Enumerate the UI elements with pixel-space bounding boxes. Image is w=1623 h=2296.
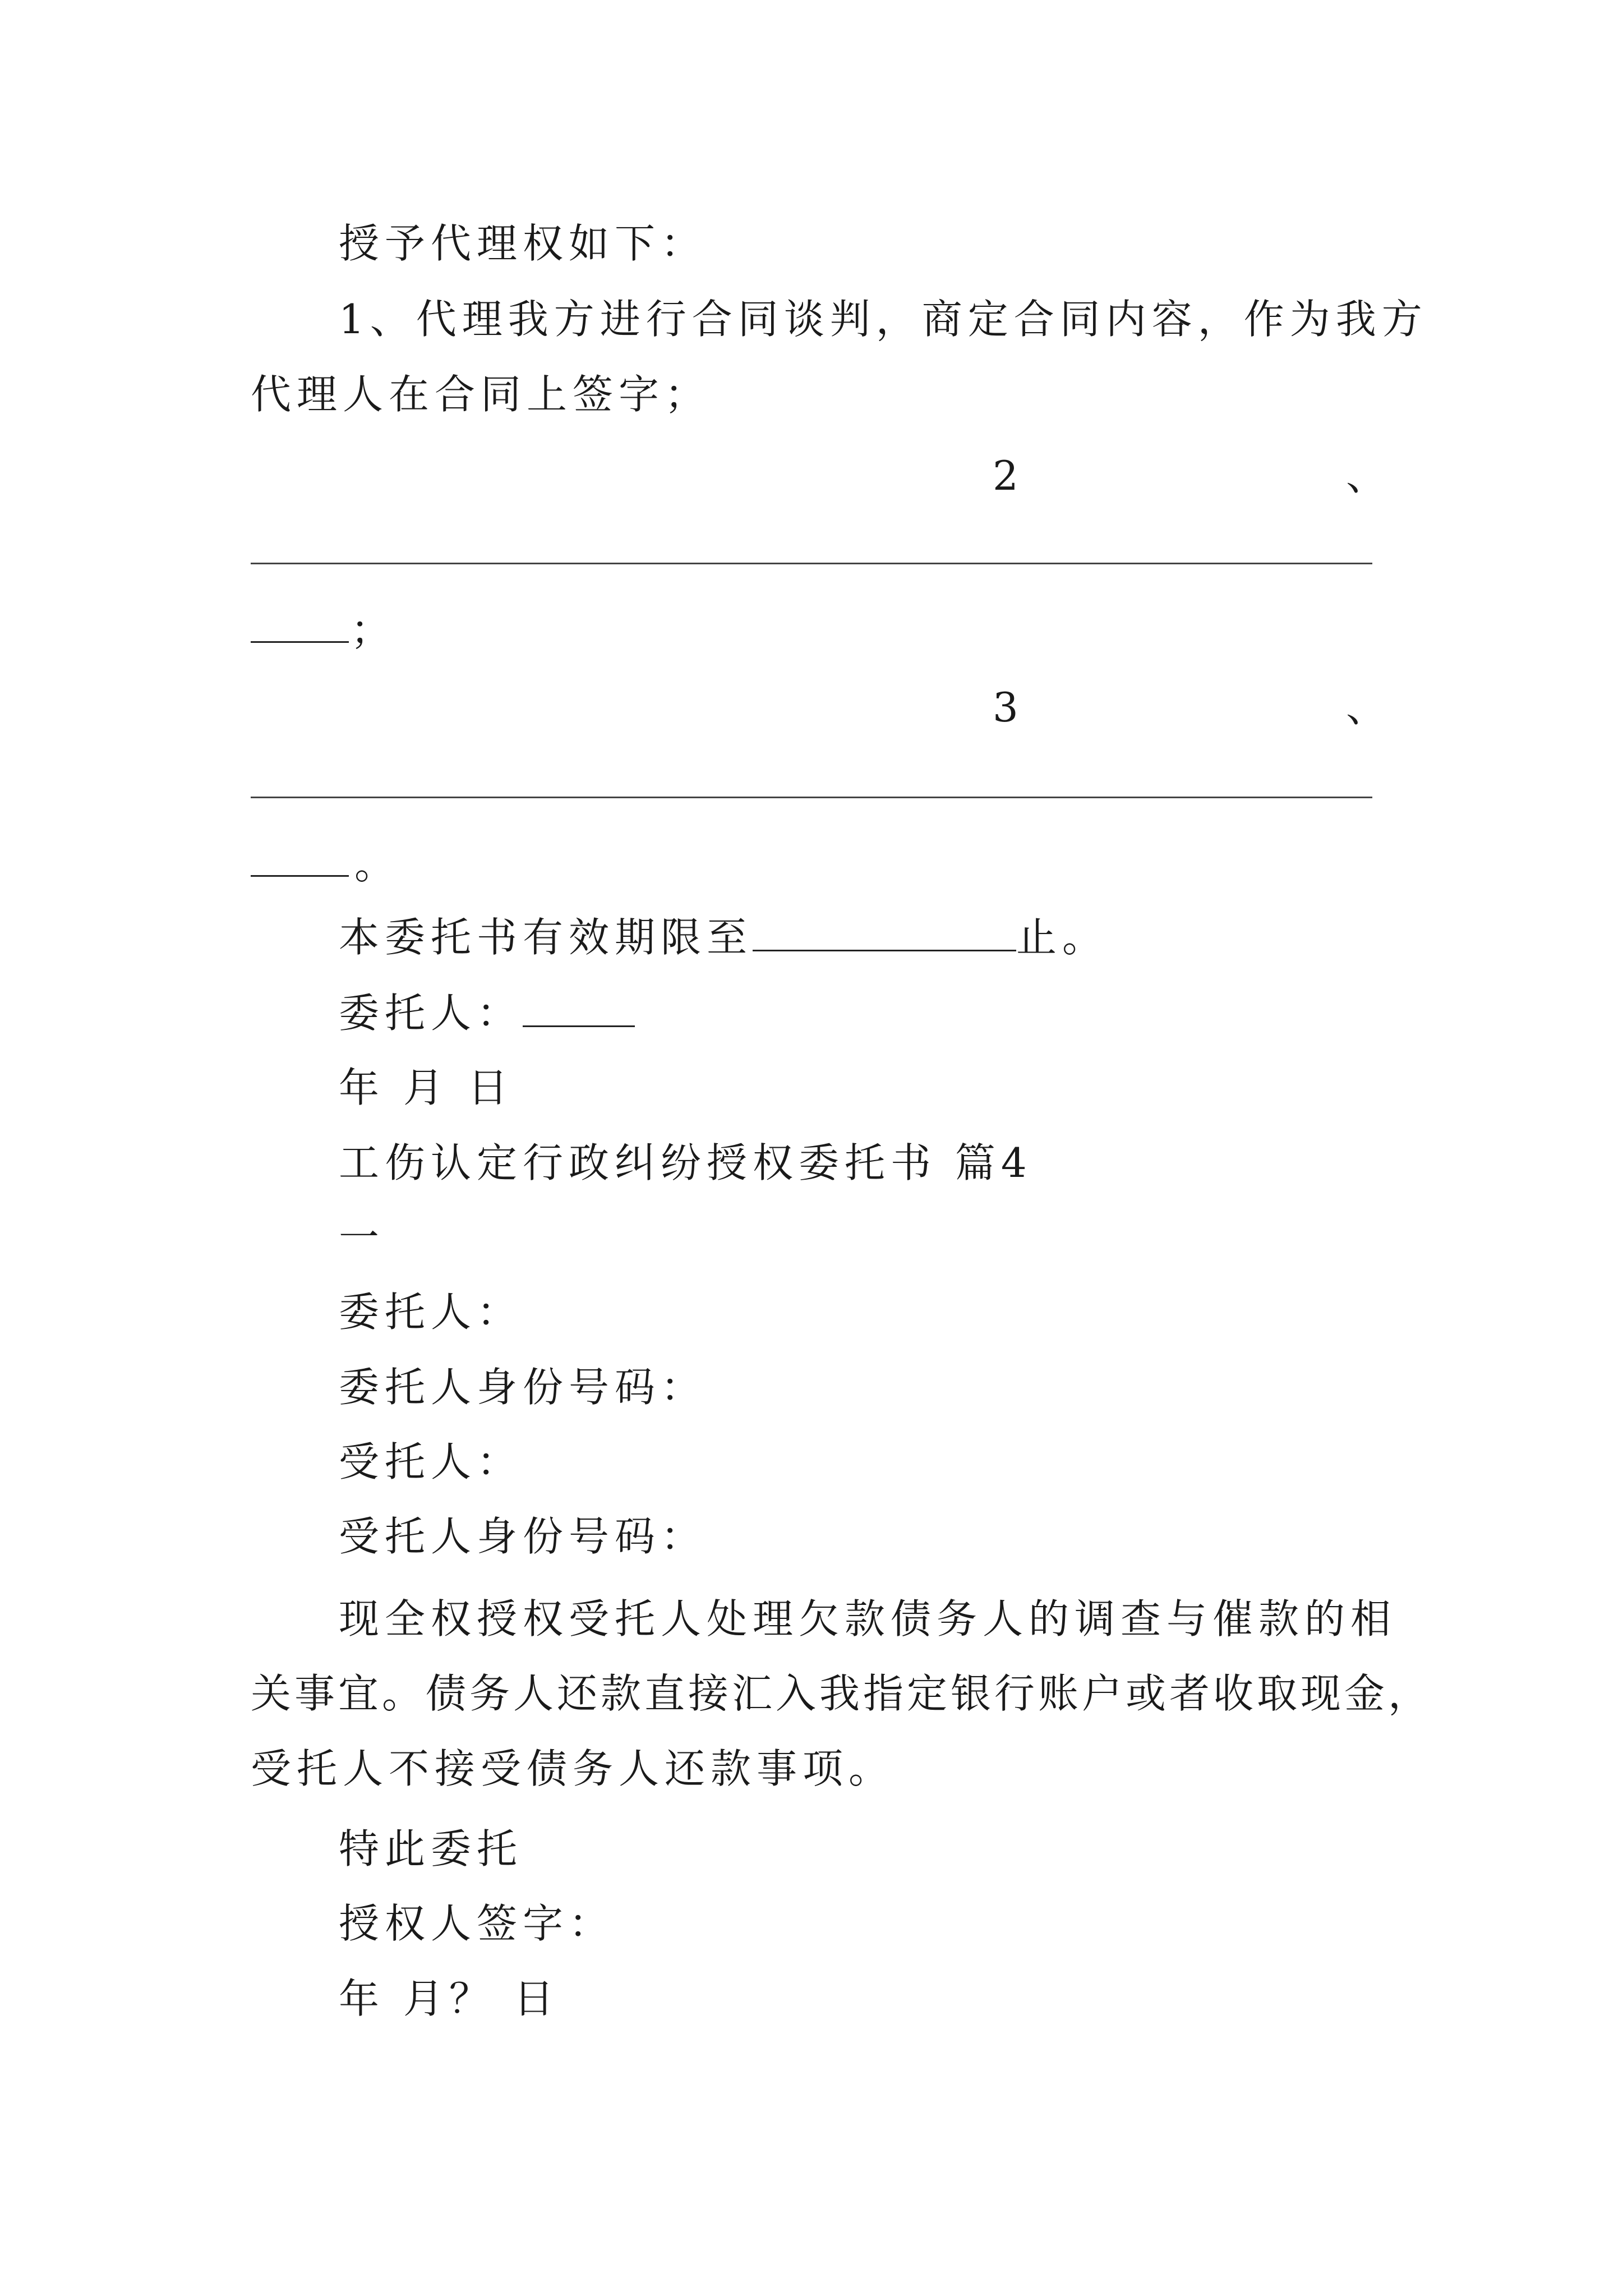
item-2-number: 2 [993,452,1018,499]
agent-field: 受托人： [339,1438,523,1485]
principal-field: 委托人： [339,1289,523,1336]
item-3-separator: 、 [1346,684,1387,731]
item-2-blank-line [251,563,1372,564]
authorization-paragraph-line-2: 关事宜。债务人还款直接汇入我指定银行账户或者收取现金， [251,1670,1432,1717]
principal-signature-line [339,990,635,1037]
section-title: 工伤认定行政纠纷授权委托书 篇4 [339,1139,1032,1186]
section-one-marker: 一 [339,1214,385,1261]
item-3-number: 3 [993,684,1018,731]
agent-id-field: 受托人身份号码： [339,1513,707,1560]
date-line-2: 年 月？ 日 [339,1975,560,2022]
item-2-blank-short [251,641,349,643]
item-2-end: ； [351,606,391,654]
authorization-paragraph-line-1: 现全权授权受托人处理欠款债务人的调查与催款的相 [339,1595,1397,1642]
item-2-separator: 、 [1346,452,1387,499]
grant-heading: 授予代理权如下： [339,220,707,267]
date-line-1: 年 月 日 [339,1064,514,1111]
validity-prefix: 本委托书有效期限至 [339,914,753,961]
principal-id-field: 委托人身份号码： [339,1364,707,1411]
validity-blank [753,917,1016,951]
validity-suffix: 止。 [1016,914,1109,961]
principal-blank [523,993,635,1027]
validity-line [339,914,1109,961]
special-entrustment: 特此委托 [339,1825,523,1872]
authorization-paragraph-line-3: 受托人不接受债务人还款事项。 [251,1745,895,1792]
item-1-line-1: 1、代理我方进行合同谈判，商定合同内容，作为我方 [339,296,1428,343]
item-3-blank-line [251,797,1372,798]
item-3-blank-short [251,875,349,877]
principal-label: 委托人： [339,990,523,1037]
item-1-line-2: 代理人在合同上签字； [251,371,711,418]
signature-field: 授权人签字： [339,1900,615,1947]
item-3-end: 。 [354,841,395,888]
